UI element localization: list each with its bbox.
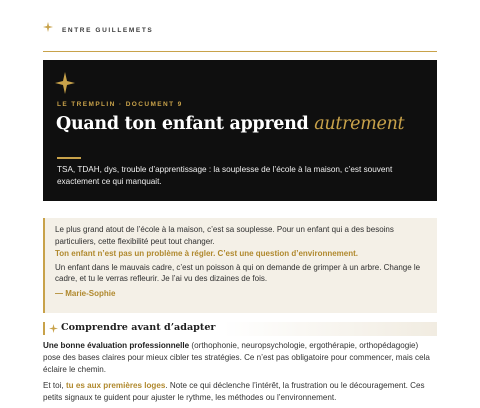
body-paragraph xyxy=(43,340,437,376)
sparkle-icon xyxy=(55,72,75,94)
section-heading xyxy=(43,322,437,336)
body-text-span: Et toi, xyxy=(43,381,66,390)
accent-bar xyxy=(57,157,81,159)
quote-block xyxy=(43,218,437,313)
body-text xyxy=(43,340,437,408)
quote-highlight: Ton enfant n’est pas un problème à régler. C’est une question d’environnement. xyxy=(55,249,359,258)
title-accent: autrement xyxy=(314,114,405,134)
quote-paragraph: Le plus grand atout de l’école à la maison, c’est sa souplesse. Pour un enfant qui a des besoins particuliers, cette flexibilité peut tout changer. xyxy=(55,225,394,246)
brand-name: ENTRE GUILLEMETS xyxy=(62,27,154,34)
hero-banner xyxy=(43,60,437,201)
body-strong: Une bonne évaluation professionnelle xyxy=(43,341,190,350)
body-text-span: (orthophonie, neuropsychologie, ergothérapie, orthopédagogie) pose des bases claires pour mieux cibler tes stratégies. Ce n’est pas obligatoire pour commencer, mais cela éclaire le chemin. xyxy=(43,341,430,374)
quote-paragraph-2: Un enfant dans le mauvais cadre, c’est un poisson à qui on demande de grimper à un arbre. Change le cadre, et tu le verras refleurir. Je l’ai vu des dizaines de fois. xyxy=(55,262,421,283)
body-text-span: . Note ce qui déclenche l’intérêt, la frustration ou le découragement. Ces petits signaux te guident pour ajuster le rythme, les méthodes ou l’environnement. xyxy=(43,381,425,402)
sparkle-icon xyxy=(49,324,58,333)
header-divider xyxy=(43,51,437,52)
document-kicker: LE TREMPLIN · DOCUMENT 9 xyxy=(57,101,183,108)
section-accent-bar xyxy=(43,322,45,335)
quote-signature: — Marie-Sophie xyxy=(55,288,116,298)
title-main: Quand ton enfant apprend xyxy=(56,114,315,134)
page-title xyxy=(56,114,404,134)
sparkle-icon xyxy=(43,22,53,32)
section-heading-background xyxy=(223,322,437,336)
top-header xyxy=(43,22,437,52)
hero-subtitle: TSA, TDAH, dys, trouble d’apprentissage : la souplesse de l’école à la maison, c’est souvent exactement ce qui manquait. xyxy=(57,165,393,186)
body-paragraph-2 xyxy=(43,380,437,404)
body-highlight: tu es aux premières loges xyxy=(65,381,166,390)
section-title: Comprendre avant d’adapter xyxy=(61,322,216,333)
